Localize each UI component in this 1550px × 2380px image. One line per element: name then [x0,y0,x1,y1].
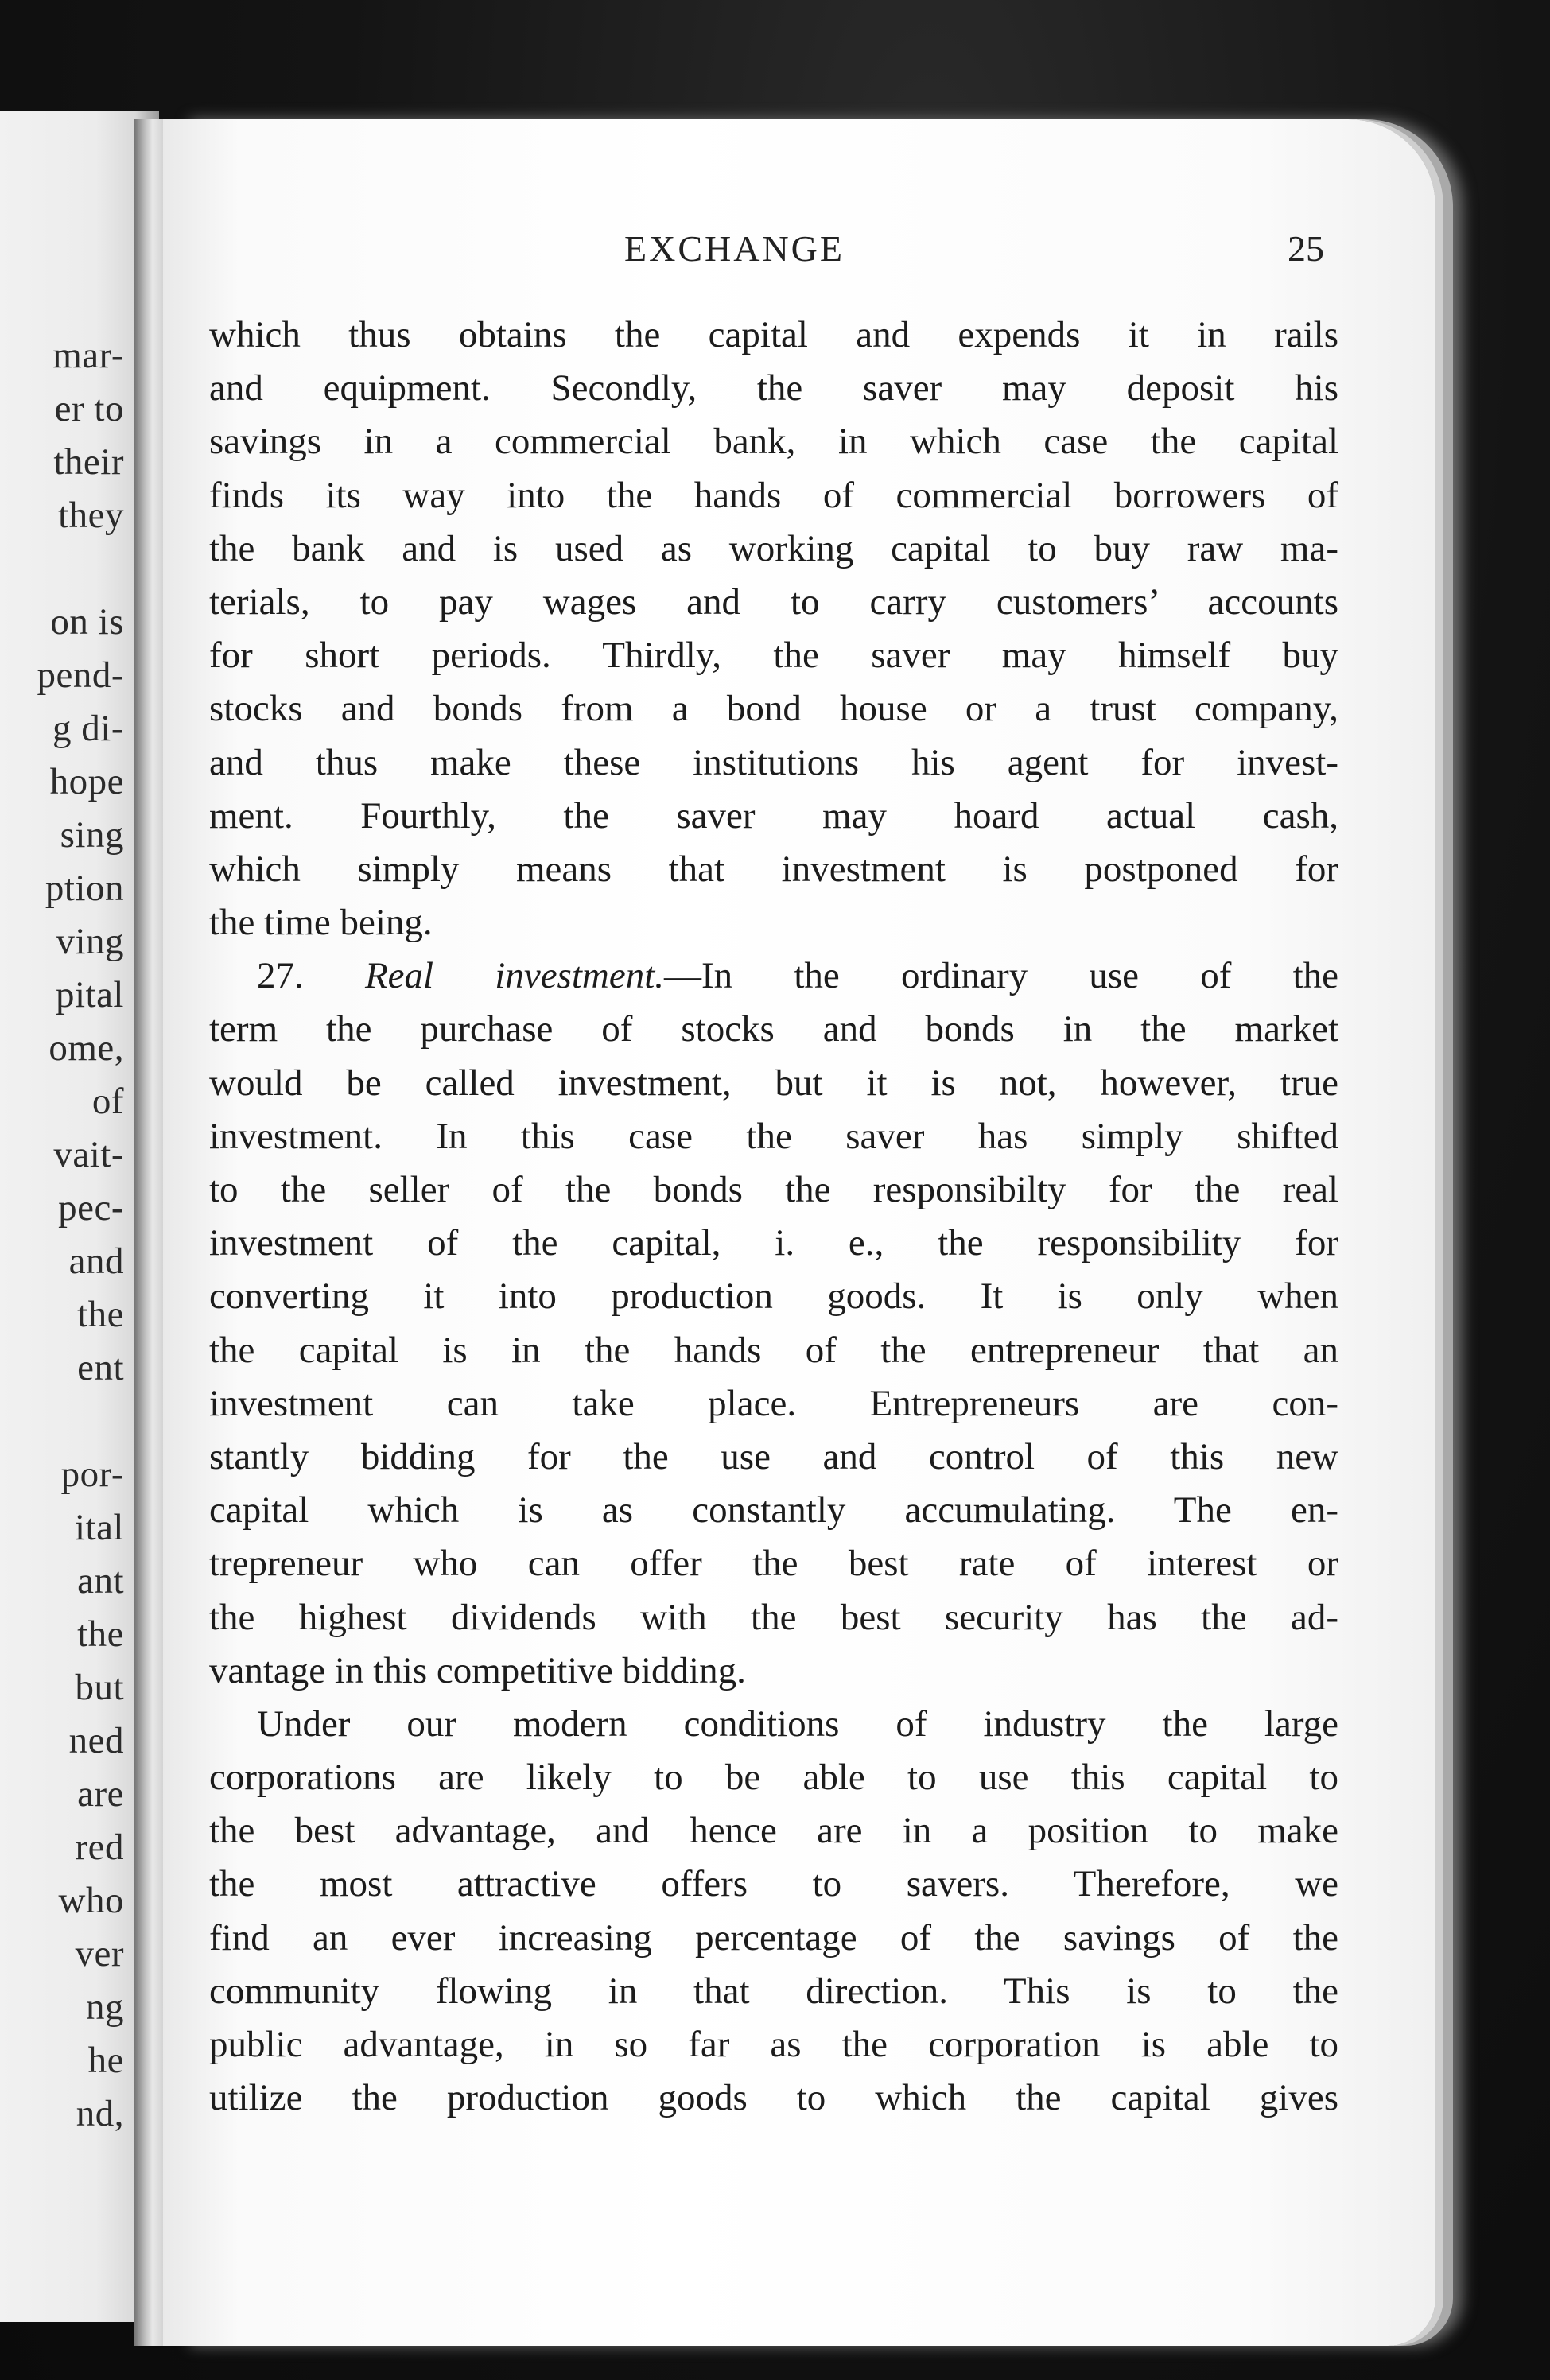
text-line: to the seller of the bonds the responsibilty for the real [209,1169,1338,1210]
book-gutter [134,119,165,2346]
text-line: terials, to pay wages and to carry customers’ accounts [209,580,1338,623]
left-page-line: they [58,495,124,536]
text-line: and equipment. Secondly, the saver may deposit his [209,367,1338,410]
left-page-line: er to [54,388,124,429]
left-page-line: ver [75,1933,124,1974]
section-number: 27. [257,955,304,997]
text-line: community flowing in that direction. This is to the [209,1970,1338,2012]
text-line: stantly bidding for the use and control of this new [209,1435,1338,1477]
text-line: find an ever increasing percentage of the savings of the [209,1916,1338,1959]
section-title: Real investment. [364,955,665,997]
left-page-line: ng [86,1986,124,2028]
paragraph-real-investment [209,1003,1338,1697]
text-line: vantage in this competitive bidding. [209,1649,746,1691]
left-page-line: ned [68,1720,124,1761]
left-page-line: ant [77,1560,124,1602]
left-page-line: pital [55,974,124,1015]
left-page-line: g di- [52,708,124,749]
left-page-line: the [77,1613,124,1655]
text-line: corporations are likely to be able to use this capital to [209,1757,1338,1799]
text-line: and thus make these institutions his agent for invest- [209,741,1338,783]
left-page-line: of [91,1081,124,1122]
left-page-line: he [87,2040,124,2081]
paragraph-continued [209,309,1338,949]
text-line: the bank and is used as working capital to buy raw ma- [209,527,1338,569]
left-page-line: red [75,1827,124,1868]
left-page-line: nd, [76,2093,124,2134]
left-page-line: vait- [53,1134,124,1175]
left-page-line: ption [45,868,124,909]
page-number: 25 [1288,228,1324,269]
left-page-line: ent [77,1347,124,1388]
text-line: the time being. [209,902,433,944]
text-line: public advantage, in so far as the corporation is able to [209,2024,1338,2065]
body-text [209,309,1338,2125]
text-line: converting it into production goods. It is only when [209,1275,1338,1318]
left-page-line: on is [50,601,124,643]
text-line: stocks and bonds from a bond house or a trust company, [209,688,1338,730]
left-page-line: who [58,1880,124,1921]
text-line: the most attractive offers to savers. Therefore, we [209,1863,1338,1905]
text-line: utilize the production goods to which the capital gives [209,2077,1338,2119]
left-page-line: hope [49,761,124,802]
text-line: investment can take place. Entrepreneurs are con- [209,1382,1338,1424]
text-line: investment of the capital, i. e., the responsibility for [209,1222,1338,1264]
text-line: finds its way into the hands of commercial borrowers of [209,474,1338,516]
paragraph-modern-conditions [209,1698,1338,2126]
left-page-line: the [77,1294,124,1335]
text-line: trepreneur who can offer the best rate of interest or [209,1543,1338,1585]
left-page-line: but [75,1667,124,1708]
book-page [163,119,1435,2346]
text-line: ment. Fourthly, the saver may hoard actual cash, [209,794,1338,837]
running-head: EXCHANGE [624,228,845,269]
left-page-line: por- [60,1454,124,1495]
text-line: capital which is as constantly accumulating. The en- [209,1489,1338,1532]
left-page-line: pec- [58,1187,124,1229]
left-page-line: ital [74,1507,124,1548]
left-page-line: sing [60,814,124,856]
text-line: Under our modern conditions of industry the large [257,1702,1338,1745]
text-line: the best advantage, and hence are in a position to make [209,1810,1338,1852]
left-page-line: and [68,1240,124,1282]
left-page-line: mar- [52,335,124,376]
text-line: which simply means that investment is postponed for [209,848,1338,890]
text-line: the highest dividends with the best security has the ad- [209,1596,1338,1638]
left-page-line: are [77,1773,124,1815]
text-line: savings in a commercial bank, in which case the capital [209,421,1338,463]
text-line: investment. In this case the saver has simply shifted [209,1115,1338,1157]
text-line: would be called investment, but it is not, however, true [209,1062,1338,1104]
text-line: which thus obtains the capital and expends it in rails [209,314,1338,355]
section-heading-line [209,949,1338,1003]
left-page-line: their [53,441,124,483]
left-page-line: pend- [37,654,124,696]
text-line: the capital is in the hands of the entrepreneur that an [209,1329,1338,1371]
page-header [163,227,1435,275]
left-page-line: ving [56,921,124,962]
left-page-line: ome, [49,1027,124,1069]
text-line: for short periods. Thirdly, the saver may himself buy [209,635,1338,677]
text-line: term the purchase of stocks and bonds in the market [209,1008,1338,1050]
section-first-line-text: —In the ordinary use of the [664,955,1339,997]
